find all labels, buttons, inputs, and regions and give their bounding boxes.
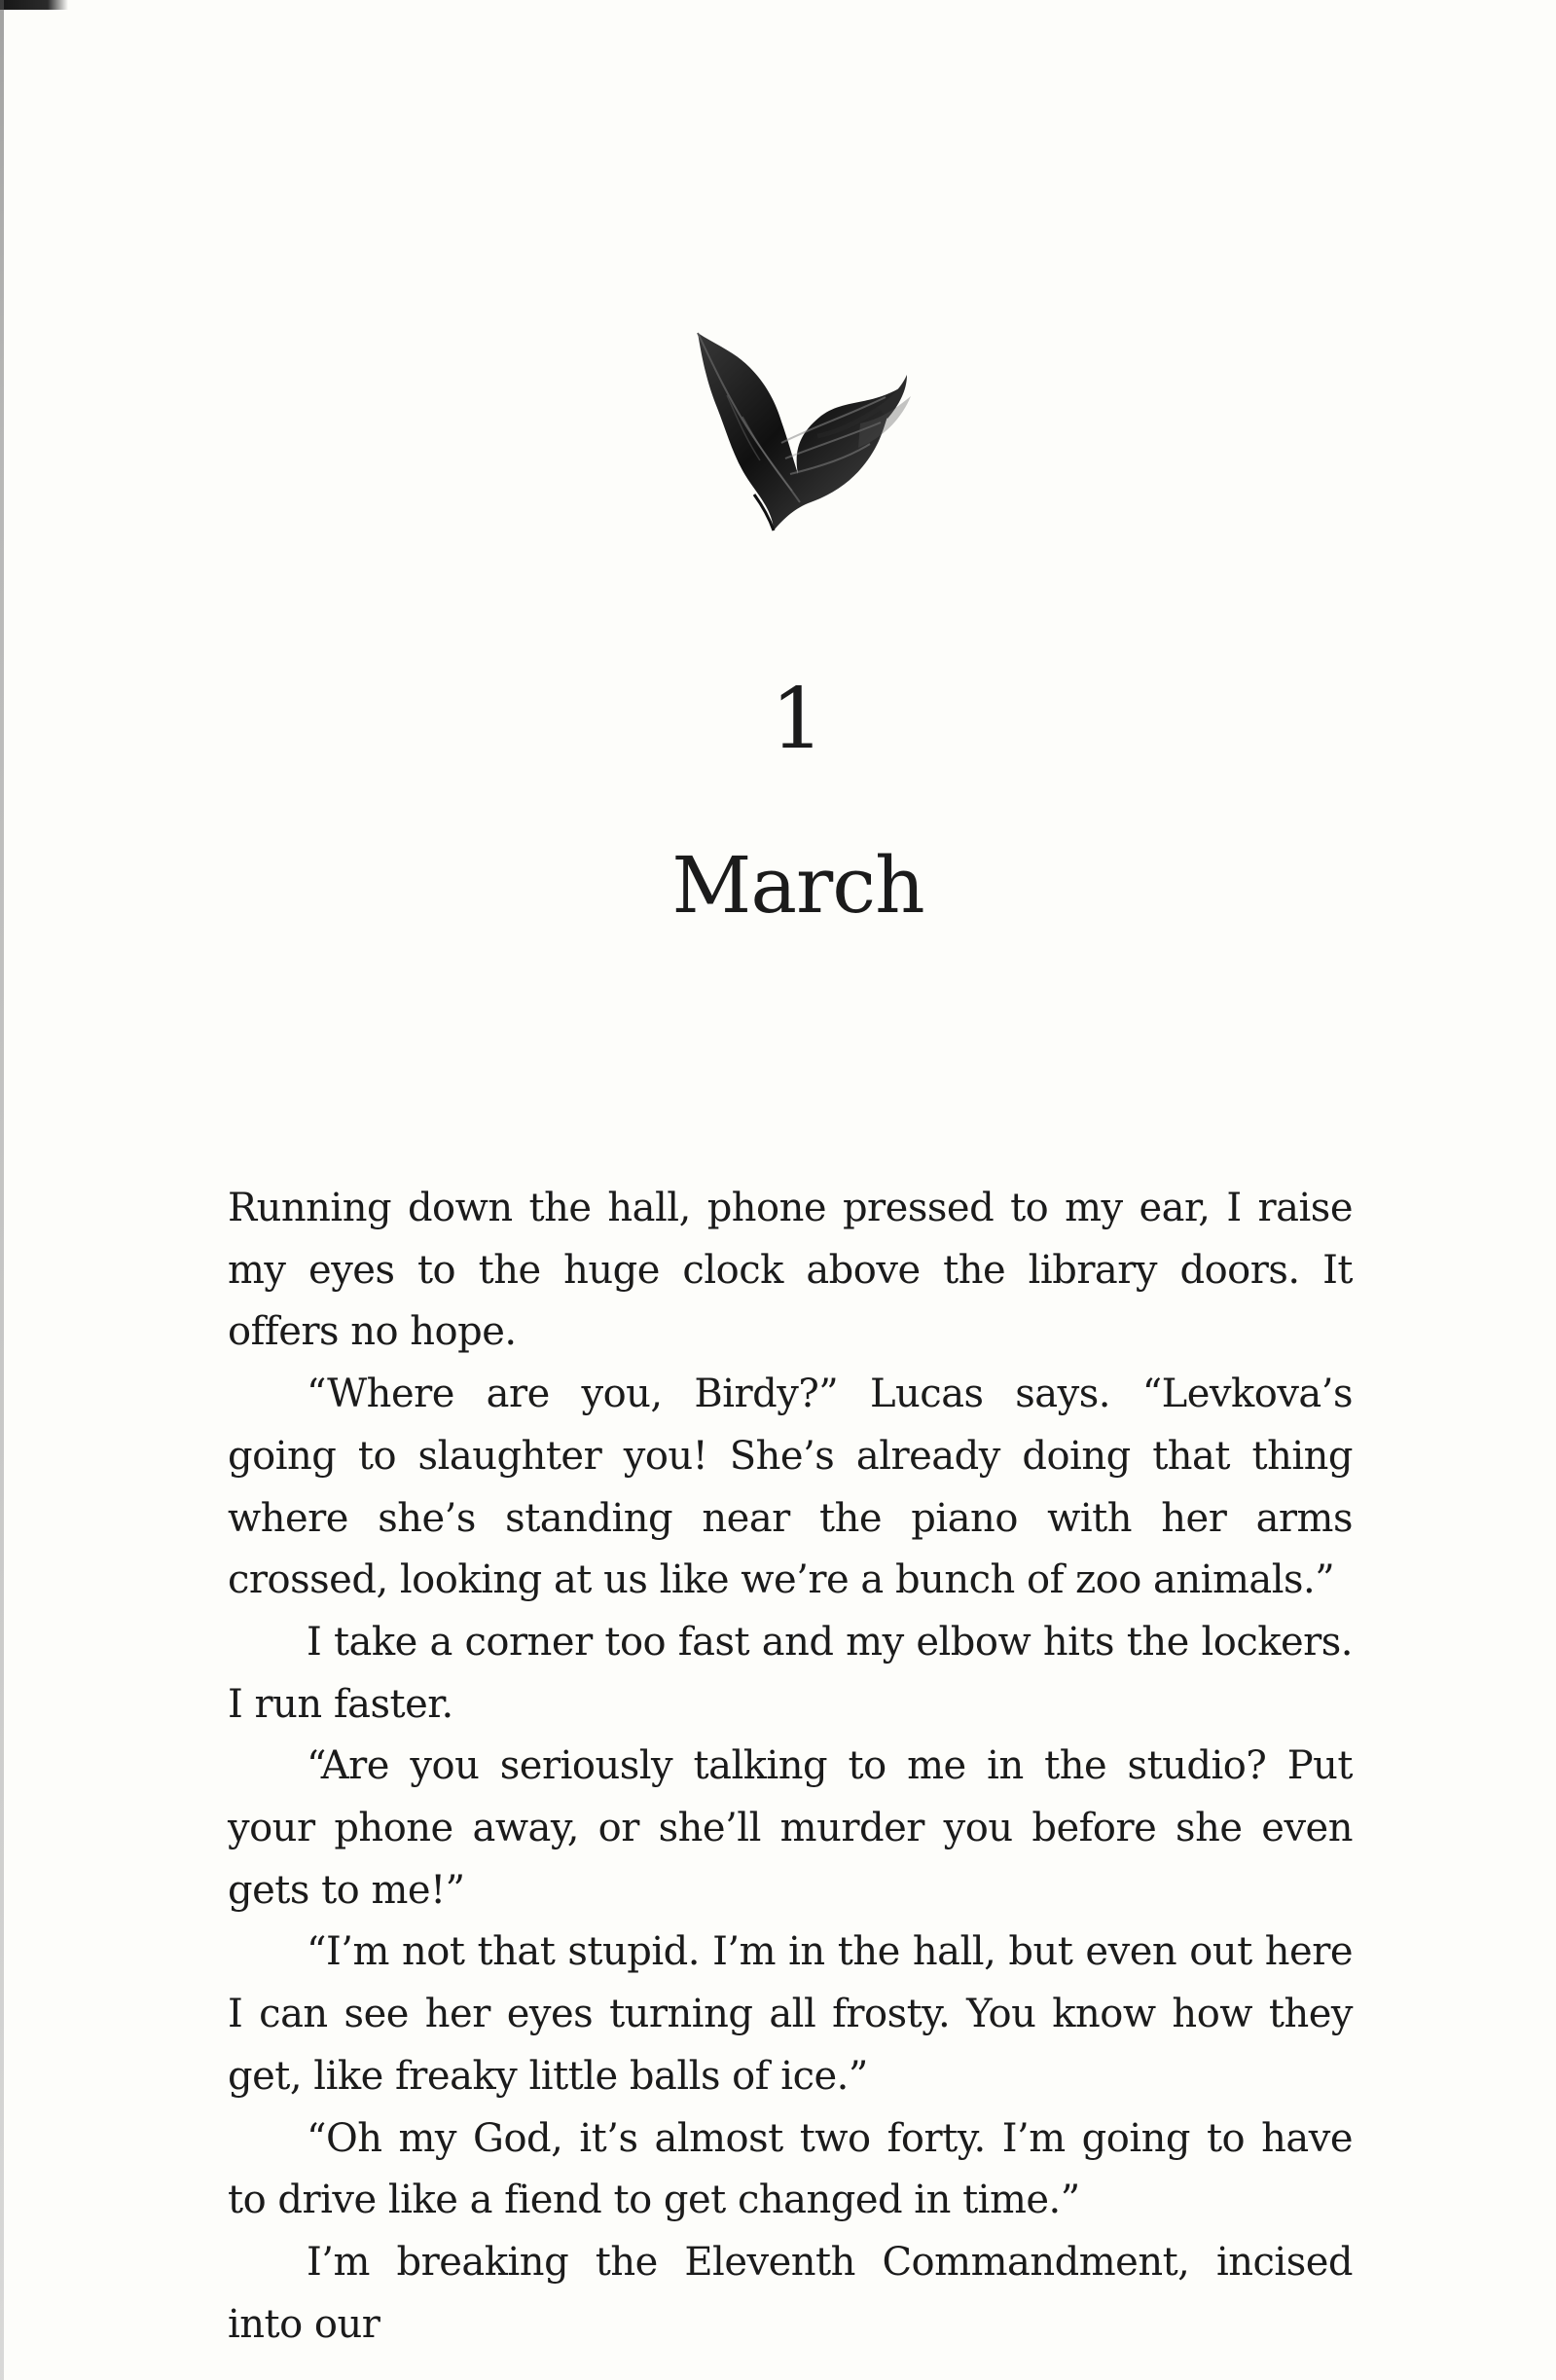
chapter-number: 1 <box>771 671 823 768</box>
chapter-body <box>228 1178 1353 2356</box>
paragraph: I take a corner too fast and my elbow hits the lockers. I run faster. <box>228 1619 1353 1727</box>
top-edge-mark <box>0 0 68 10</box>
paragraph: I’m breaking the Eleventh Commandment, incised into our <box>228 2239 1353 2347</box>
feather-icon <box>680 329 915 533</box>
paragraph: “I’m not that stupid. I’m in the hall, but even out here I can see her eyes turning all frosty. You know how they get, like freaky little balls of ice.” <box>228 1929 1353 2099</box>
paragraph: Running down the hall, phone pressed to my ear, I raise my eyes to the huge clock above the library doors. It offers no hope. <box>228 1186 1353 1355</box>
paragraph: “Oh my God, it’s almost two forty. I’m going to have to drive like a fiend to get changed in time.” <box>228 2115 1353 2223</box>
paragraph: “Where are you, Birdy?” Lucas says. “Levkova’s going to slaughter you! She’s already doing that thing where she’s standing near the piano with her arms crossed, looking at us like we’re a bunch of zoo animals.” <box>228 1372 1353 1603</box>
paragraph: “Are you seriously talking to me in the studio? Put your phone away, or she’ll murder you before she even gets to me!” <box>228 1743 1353 1913</box>
chapter-title: March <box>671 840 924 931</box>
left-edge-shadow <box>0 0 4 2380</box>
